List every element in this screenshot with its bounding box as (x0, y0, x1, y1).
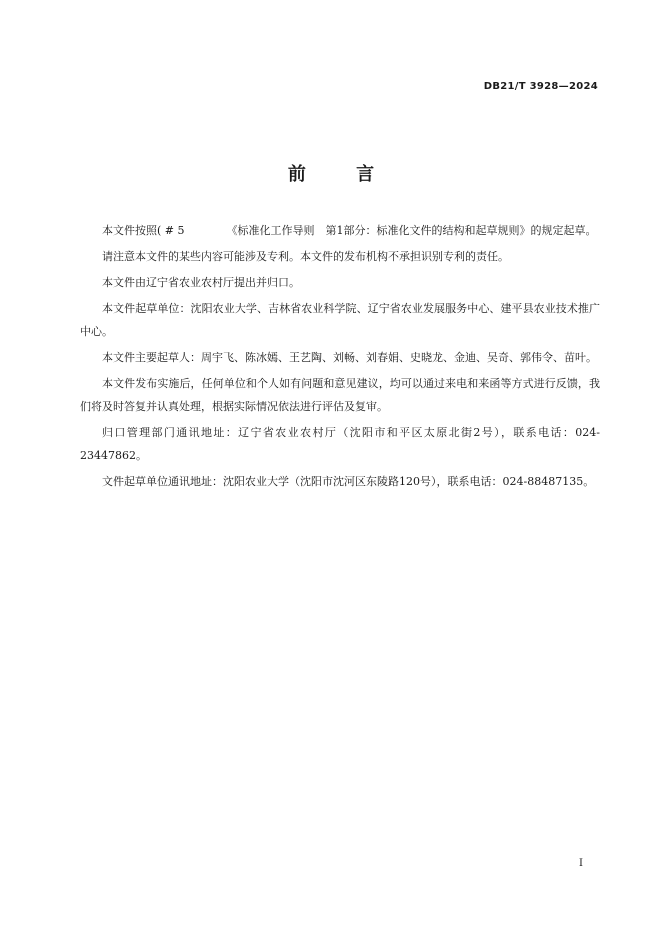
paragraph-authority-address: 归口管理部门通讯地址：辽宁省农业农村厅（沈阳市和平区太原北街2号），联系电话：024-23447862。 (80, 426, 600, 462)
paragraph-proposer: 本文件由辽宁省农业农村厅提出并归口。 (102, 276, 300, 289)
paragraph-drafting-rules: 本文件按照( # 5 《标准化工作导则 第1部分：标准化文件的结构和起草规则》的规定起草。 (102, 224, 597, 237)
paragraph-patent-notice: 请注意本文件的某些内容可能涉及专利。本文件的发布机构不承担识别专利的责任。 (102, 250, 509, 263)
paragraph-drafter-address: 文件起草单位通讯地址：沈阳农业大学（沈阳市沈河区东陵路120号），联系电话：024-88487135。 (102, 475, 595, 488)
foreword-body (80, 219, 600, 496)
page-number: I (579, 858, 583, 869)
paragraph-feedback: 本文件发布实施后，任何单位和个人如有问题和意见建议，均可以通过来电和来函等方式进行反馈，我们将及时答复并认真处理，根据实际情况依法进行评估及复审。 (80, 377, 600, 413)
document-code: DB21/T 3928—2024 (483, 81, 598, 92)
page-title: 前 言 (287, 164, 397, 185)
paragraph-drafters: 本文件主要起草人：周宇飞、陈冰嫣、王艺陶、刘畅、刘春娟、史晓龙、金迪、吴奇、郭伟令、苗叶。 (102, 351, 597, 364)
paragraph-drafting-units: 本文件起草单位：沈阳农业大学、吉林省农业科学院、辽宁省农业发展服务中心、建平县农业技术推广中心。 (80, 302, 600, 338)
